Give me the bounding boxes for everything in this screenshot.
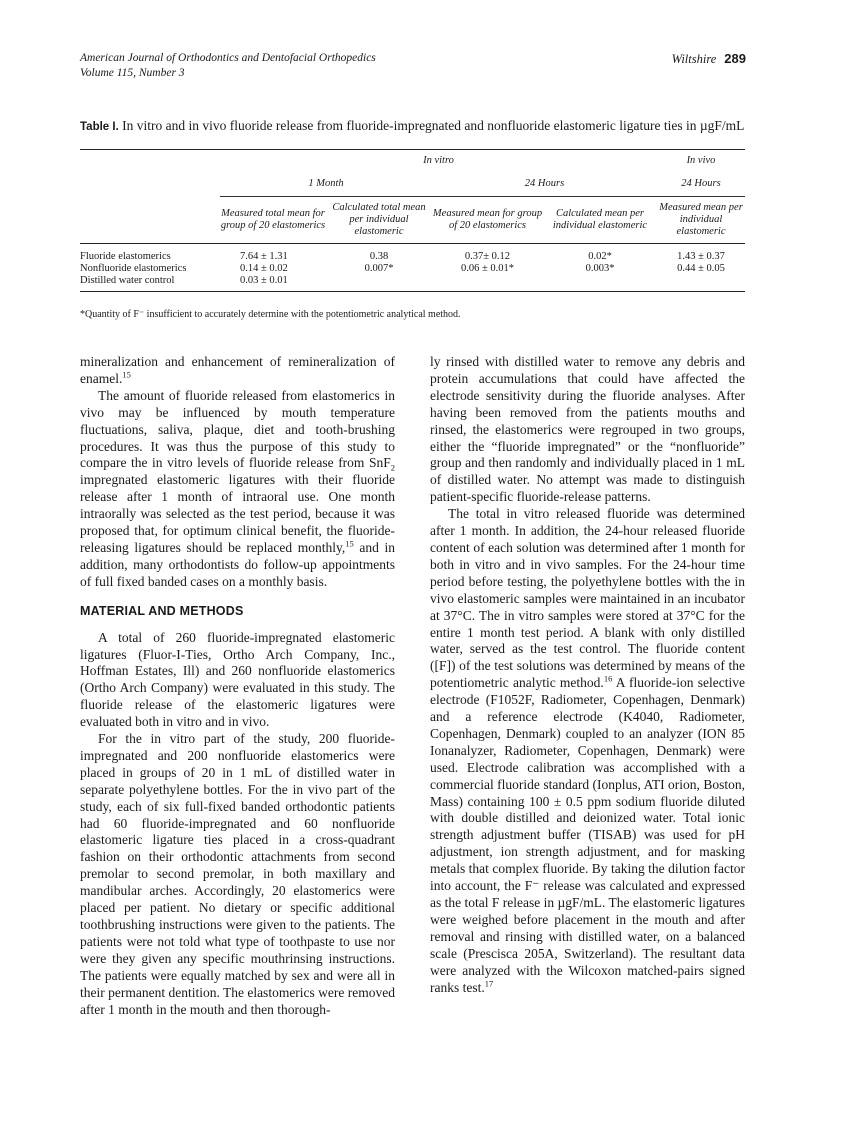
table-cell bbox=[326, 275, 432, 292]
table-cell: 0.007* bbox=[364, 263, 394, 274]
group-in-vitro: In vitro bbox=[220, 150, 657, 173]
running-head-page bbox=[672, 51, 746, 67]
author-name: Wiltshire bbox=[671, 52, 717, 66]
column-header: Measured mean per individual elastomeric bbox=[657, 197, 745, 244]
table-footnote: *Quantity of F⁻ insufficient to accurately determine with the potentiometric analytical method. bbox=[80, 309, 461, 320]
table-cell: 0.06 ± 0.01* bbox=[460, 263, 514, 274]
table-cell: 0.003* bbox=[585, 263, 615, 274]
right-column bbox=[430, 354, 745, 996]
table-cell: 0.02* bbox=[588, 251, 612, 262]
group-in-vivo: In vivo bbox=[657, 150, 745, 173]
row-label: Nonfluoride elastomerics bbox=[80, 263, 187, 274]
row-label: Distilled water control bbox=[80, 275, 220, 292]
paragraph: The amount of fluoride released from elastomerics in vivo may be influenced by mouth temperature fluctuations, saliva, plaque, diet and tooth-brushing procedures. It was thus the purpose of this study to compare the in vitro levels of fluoride release from SnF$_2$ impregnated elastomeric ligatures with their fluoride release after 1 month of intraoral use. One month intraorally was selected as the test period, because it was proposed that, for optimum clinical benefit, the fluoride-releasing ligatures should be replaced monthly,$^{15}$ and in addition, many orthodontists do follow-up appointments of full fixed banded cases on a monthly basis. bbox=[80, 387, 395, 589]
column-header: Calculated total mean per individual elastomeric bbox=[326, 197, 432, 244]
table-header-row-1 bbox=[80, 150, 745, 173]
table-cell: 1.43 ± 0.37 bbox=[677, 251, 725, 262]
paragraph: ly rinsed with distilled water to remove any debris and protein accumulations that could have affected the electrode sensitivity during the fluoride analyses. After having been removed from the patients mouths and rinsed, the elastomerics were regrouped in two groups, either the “fluoride impregnated” or the “nonfluoride” group and then randomly and individually placed in 1 mL of distilled water. No attempt was made to distinguish patient-specific fluoride-release patterns. bbox=[430, 354, 745, 505]
reference-marker: 16 bbox=[603, 673, 613, 684]
paragraph: For the in vitro part of the study, 200 fluoride-impregnated and 200 nonfluoride elastomerics were placed in groups of 20 in 1 mL of distilled water in separate polyethylene bottles. For the in vivo part of the study, each of six full-fixed banded orthodontic patients had 60 fluoride-impregnated and 60 nonfluoride elastomeric ligature ties placed in a cross-quadrant fashion on their orthodontic attachments from second premolar to second premolar, in both maxillary and mandibular arches. Accordingly, 20 elastomerics were placed per patient. No dietary or specific additional toothbrushing instructions were given to the patients. The patients were not told what type of toothpaste to use nor were they given any specific mouthrinsing instructions. The patients were equally matched by sex and were all in their permanent dentition. The elastomerics were removed after 1 month in the mouth and then thorough- bbox=[80, 731, 396, 1017]
table-cell: 0.38 bbox=[369, 251, 389, 262]
table-header-row-3 bbox=[80, 197, 745, 244]
paragraph: A total of 260 fluoride-impregnated elastomeric ligatures (Fluor-I-Ties, Ortho Arch Company, Inc., Hoffman Estates, Ill) and 260 nonfluoride elastomerics (Ortho Arch Company) were evaluated in this study. The fluoride release of the elastomeric ligatures were evaluated both in vitro and in vivo. bbox=[80, 629, 395, 730]
column-header: Measured mean for group of 20 elastomerics bbox=[432, 197, 543, 244]
column-header: Calculated mean per individual elastomeric bbox=[543, 197, 657, 244]
reference-marker: 15 bbox=[345, 538, 354, 549]
table-header-row-2 bbox=[80, 172, 745, 197]
table-cell: 0.37± 0.12 bbox=[464, 251, 511, 262]
table-cell: 0.14 ± 0.02 bbox=[240, 263, 288, 274]
table-cell bbox=[657, 275, 745, 292]
reference-marker: 15 bbox=[122, 369, 131, 380]
left-column bbox=[80, 354, 395, 1018]
row-label: Fluoride elastomerics bbox=[80, 251, 171, 262]
table-cell bbox=[432, 275, 543, 292]
table-cell: 0.03 ± 0.01 bbox=[220, 275, 326, 292]
running-head-journal bbox=[80, 51, 376, 81]
reference-marker: 17 bbox=[484, 978, 494, 989]
subgroup-24-hours-vivo: 24 Hours bbox=[657, 172, 745, 197]
page-number: 289 bbox=[724, 51, 746, 66]
section-heading: MATERIAL AND METHODS bbox=[80, 603, 244, 618]
column-header: Measured total mean for group of 20 elastomerics bbox=[220, 197, 326, 244]
table-row bbox=[80, 244, 745, 264]
data-table bbox=[80, 149, 745, 292]
table-row bbox=[80, 275, 745, 292]
table-label: Table I. bbox=[80, 121, 119, 133]
subgroup-24-hours-vitro: 24 Hours bbox=[432, 172, 657, 197]
table-cell: 7.64 ± 1.31 bbox=[240, 251, 288, 262]
table-caption-text: In vitro and in vivo fluoride release from fluoride-impregnated and nonfluoride elastomeric ligature ties in µgF/mL bbox=[122, 118, 745, 133]
table-row bbox=[80, 263, 745, 275]
paragraph: mineralization and enhancement of remineralization of enamel.$^{15}$ bbox=[80, 354, 395, 386]
subgroup-1-month: 1 Month bbox=[220, 172, 432, 197]
journal-volume: Volume 115, Number 3 bbox=[80, 67, 185, 79]
paragraph: The total in vitro released fluoride was determined after 1 month. In addition, the 24-hour released fluoride content of each solution was determined after 1 month for both in vitro and in vivo samples. For the 24-hour time period before testing, the polyethylene bottles with the in vivo elastomeric samples were maintained in an incubator at 37°C. The in vitro samples were stored at 37°C for the entire 1 month test period. A blank with only distilled water, served as the test control. The fluoride content ([F]) of the test solutions was determined by means of the potentiometric analytic method.$^{16}$ A fluoride-ion selective electrode (F1052F, Radiometer, Copenhagen, Denmark) and a reference electrode (K4040, Radiometer, Copenhagen, Denmark) coupled to an analyzer (ION 85 Ionanalyzer, Radiometer, Copenhagen, Denmark) were used. Electrode calibration was accomplished with a commercial fluoride standard (Ionplus, ATI orion, Boston, Mass) containing 100 ± 0.5 ppm sodium fluoride diluted with double distilled and deionized water. Total ionic strength adjustment buffer (TISAB) was used for pH adjustment, ion strength adjustment, and for masking metals that complex fluoride. By taking the dilution factor into account, the F⁻ release was calculated and expressed as the total F release in µgF/mL. The elastomeric ligatures were weighed before placement in the mouth and after removal and rinsing with distilled water, on a balanced scale (Prescisca 205A, Switzerland). The resultant data were analyzed with the Wilcoxon matched-pairs signed ranks test.$^{17}$ bbox=[430, 506, 745, 995]
journal-title: American Journal of Orthodontics and Dentofacial Orthopedics bbox=[80, 52, 376, 64]
table-cell: 0.44 ± 0.05 bbox=[677, 263, 725, 274]
table-caption bbox=[80, 118, 745, 135]
table-cell bbox=[543, 275, 657, 292]
